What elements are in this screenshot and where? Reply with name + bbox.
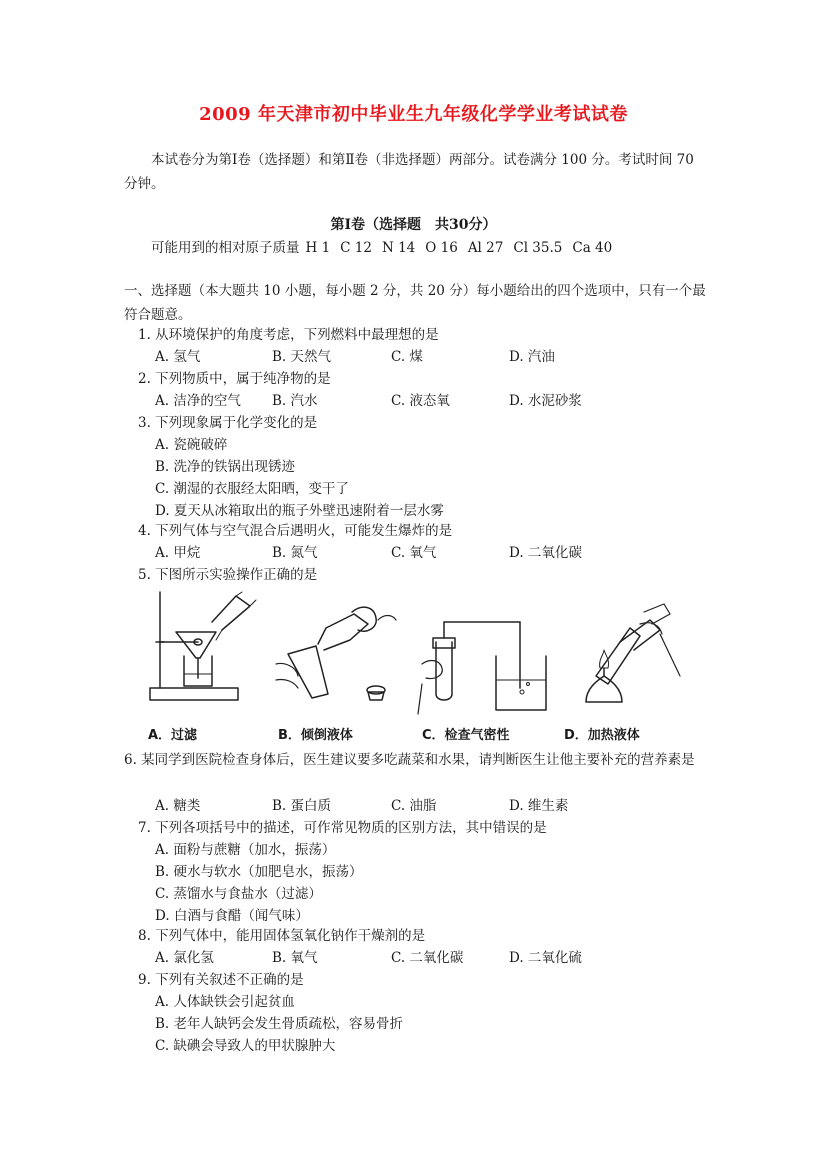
lab-figure-svg (140, 584, 700, 744)
exam-intro: 本试卷分为第Ⅰ卷（选择题）和第Ⅱ卷（非选择题）两部分。试卷满分 100 分。考试时间 70 分钟。 (124, 152, 694, 192)
figure-caption-d: D．加热液体 (564, 728, 640, 743)
option-d: D. 白酒与食醋（闻气味） (155, 908, 309, 924)
pouring-liquid-illustration (276, 607, 396, 700)
option-c: C. 缺碘会导致人的甲状腺肿大 (155, 1038, 336, 1054)
option-a: A. 氯化氢 (155, 950, 214, 966)
option-d: D. 二氧化碳 (509, 545, 582, 561)
airtightness-check-illustration (418, 622, 546, 714)
option-b: B. 硬水与软水（加肥皂水，振荡） (155, 864, 363, 880)
option-a: A. 洁净的空气 (155, 393, 241, 409)
question-8-stem: 8. 下列气体中，能用固体氢氧化钠作干燥剂的是 (138, 928, 426, 944)
question-4-stem: 4. 下列气体与空气混合后遇明火，可能发生爆炸的是 (138, 523, 453, 539)
filtration-illustration (150, 592, 256, 700)
atomic-mass-ca: Ca 40 (572, 240, 613, 256)
option-a: A. 面粉与蔗糖（加水，振荡） (155, 842, 336, 858)
option-c: C. 二氧化碳 (391, 950, 464, 966)
option-a: A. 氢气 (155, 349, 201, 365)
question-7-stem: 7. 下列各项括号中的描述，可作常见物质的区别方法，其中错误的是 (138, 820, 547, 836)
option-d: D. 汽油 (509, 349, 555, 365)
option-b: B. 老年人缺钙会发生骨质疏松，容易骨折 (155, 1016, 404, 1032)
lab-operations-figure (140, 584, 700, 744)
question-2-stem: 2. 下列物质中，属于纯净物的是 (138, 371, 331, 387)
question-1-stem: 1. 从环境保护的角度考虑，下列燃料中最理想的是 (138, 327, 439, 343)
atomic-masses-label: 可能用到的相对原子质量 (151, 240, 300, 256)
question-5-stem: 5. 下图所示实验操作正确的是 (138, 567, 318, 583)
part1-heading: 一、选择题（本大题共 10 小题，每小题 2 分，共 20 分）每小题给出的四个选项中，只有一个最符合题意。 (124, 283, 706, 323)
option-b: B. 氮气 (272, 545, 318, 561)
question-9-stem: 9. 下列有关叙述不正确的是 (138, 972, 304, 988)
atomic-mass-al: Al 27 (467, 240, 504, 256)
option-b: B. 氧气 (272, 950, 318, 966)
option-a: A. 瓷碗破碎 (155, 437, 228, 453)
option-a: A. 人体缺铁会引起贫血 (155, 994, 295, 1010)
atomic-masses (151, 236, 612, 256)
option-a: A. 糖类 (155, 798, 201, 814)
question-6-stem: 6. 某同学到医院检查身体后，医生建议要多吃蔬菜和水果，请判断医生让他主要补充的营养素是 (124, 752, 695, 768)
option-b: B. 汽水 (272, 393, 318, 409)
section-title: 第Ⅰ卷（选择题 共30分） (330, 217, 497, 233)
heating-liquid-illustration (586, 604, 680, 702)
option-c: C. 蒸馏水与食盐水（过滤） (155, 886, 322, 902)
option-d: D. 二氧化硫 (509, 950, 582, 966)
option-c: C. 液态氧 (391, 393, 450, 409)
option-c: C. 煤 (391, 349, 423, 365)
option-c: C. 潮湿的衣服经太阳晒，变干了 (155, 481, 349, 497)
option-b: B. 蛋白质 (272, 798, 332, 814)
atomic-mass-n: N 14 (381, 240, 416, 256)
option-a: A. 甲烷 (155, 545, 201, 561)
option-c: C. 氧气 (391, 545, 437, 561)
atomic-mass-cl: Cl 35.5 (513, 240, 563, 256)
option-b: B. 洗净的铁锅出现锈迹 (155, 459, 296, 475)
exam-title: 2009 年天津市初中毕业生九年级化学学业考试试卷 (199, 104, 628, 125)
option-d: D. 水泥砂浆 (509, 393, 582, 409)
atomic-mass-c: C 12 (340, 240, 372, 256)
option-d: D. 维生素 (509, 798, 569, 814)
atomic-mass-h: H 1 (305, 240, 331, 256)
atomic-mass-o: O 16 (425, 240, 458, 256)
option-b: B. 天然气 (272, 349, 332, 365)
option-c: C. 油脂 (391, 798, 437, 814)
figure-caption-a: A．过滤 (148, 728, 198, 743)
figure-caption-c: C．检查气密性 (422, 728, 510, 743)
question-3-stem: 3. 下列现象属于化学变化的是 (138, 415, 318, 431)
figure-caption-b: B．倾倒液体 (278, 728, 353, 743)
option-d: D. 夏天从冰箱取出的瓶子外壁迅速附着一层水雾 (155, 503, 444, 519)
